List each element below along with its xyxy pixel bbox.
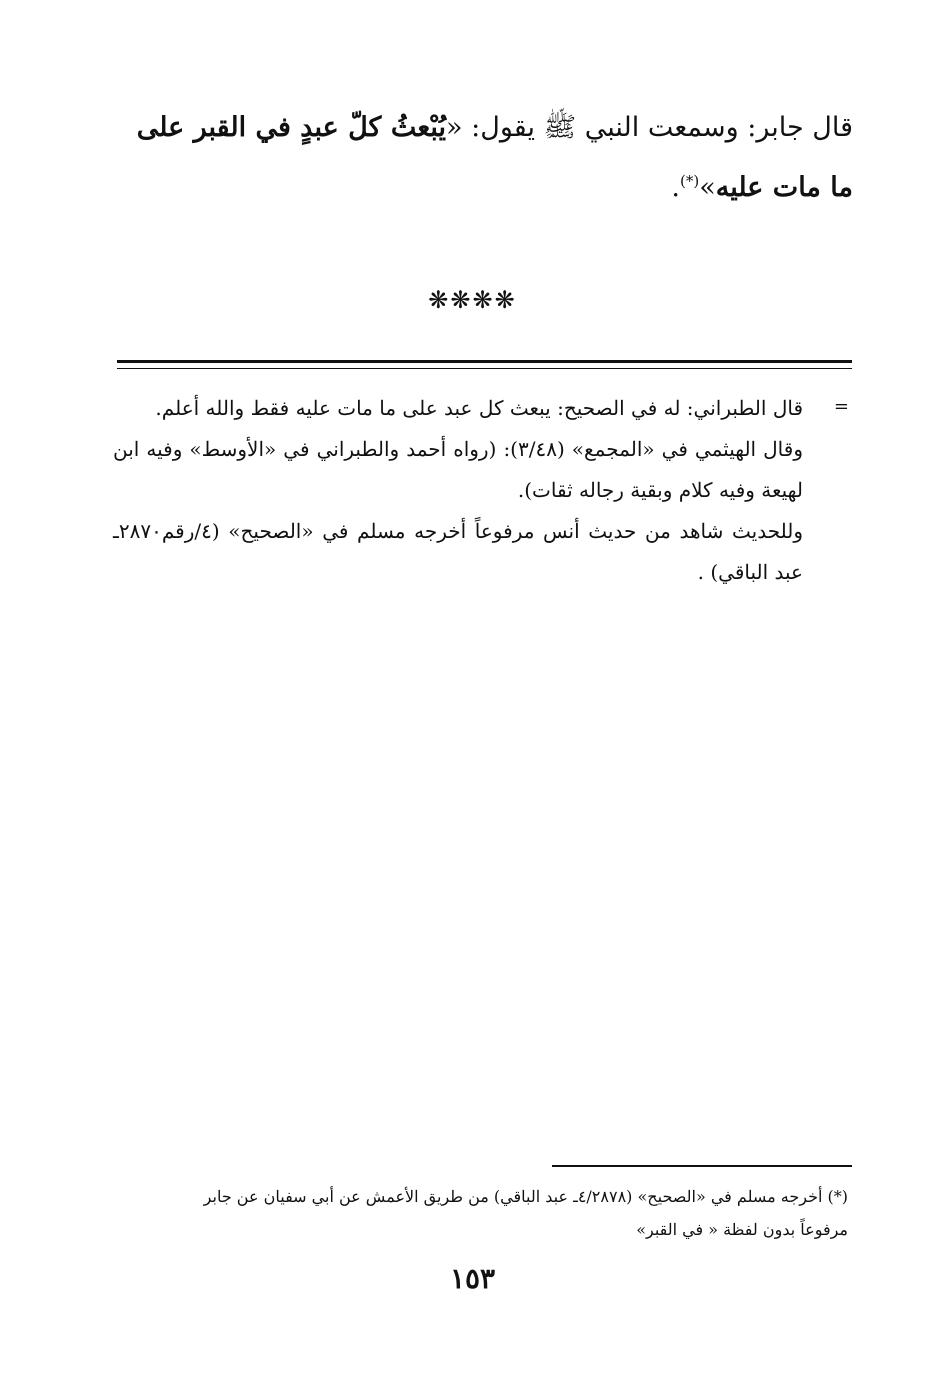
hadith-text (113, 98, 853, 218)
note-haythami: وقال الهيثمي في «المجمع» (٣/٤٨): (رواه أحمد والطبراني في «الأوسط» وفيه ابن لهيعة وفيه كلام وبقية رجاله ثقات). (113, 437, 803, 502)
footnote-line-1: (*) أخرجه مسلم في «الصحيح» (٤/٢٨٧٨ـ عبد الباقي) من طريق الأعمش عن أبي سفيان عن جابر (203, 1187, 848, 1206)
continuation-mark: = (833, 396, 849, 417)
footnote-reference: (*) (679, 172, 700, 190)
note-witness-hadith: وللحديث شاهد من حديث أنس مرفوعاً أخرجه مسلم في «الصحيح» (٤/رقم٢٨٧٠ـ عبد الباقي) . (113, 519, 803, 584)
hadith-intro: قال جابر: وسمعت النبي ﷺ يقول: « (446, 112, 853, 143)
hadith-quote-part-2: ما مات عليه (715, 172, 853, 203)
section-ornament: ❋❋❋❋ (428, 286, 517, 314)
notes-divider-thin (117, 368, 852, 369)
note-tabarani: قال الطبراني: له في الصحيح: يبعث كل عبد على ما مات عليه فقط والله أعلم. (155, 396, 803, 420)
sentence-end: . (671, 172, 680, 203)
footnote-line-2: مرفوعاً بدون لفظة « في القبر» (636, 1220, 848, 1239)
footnote-divider (552, 1165, 852, 1167)
hadith-quote-part-1: يُبْعثُ كلّ عبدٍ في القبر على (136, 112, 447, 143)
closing-quote: » (699, 172, 716, 203)
commentary-notes (113, 388, 803, 593)
footnote (113, 1180, 848, 1246)
page-number: ١٥٣ (449, 1262, 496, 1295)
notes-divider-thick (117, 360, 852, 363)
